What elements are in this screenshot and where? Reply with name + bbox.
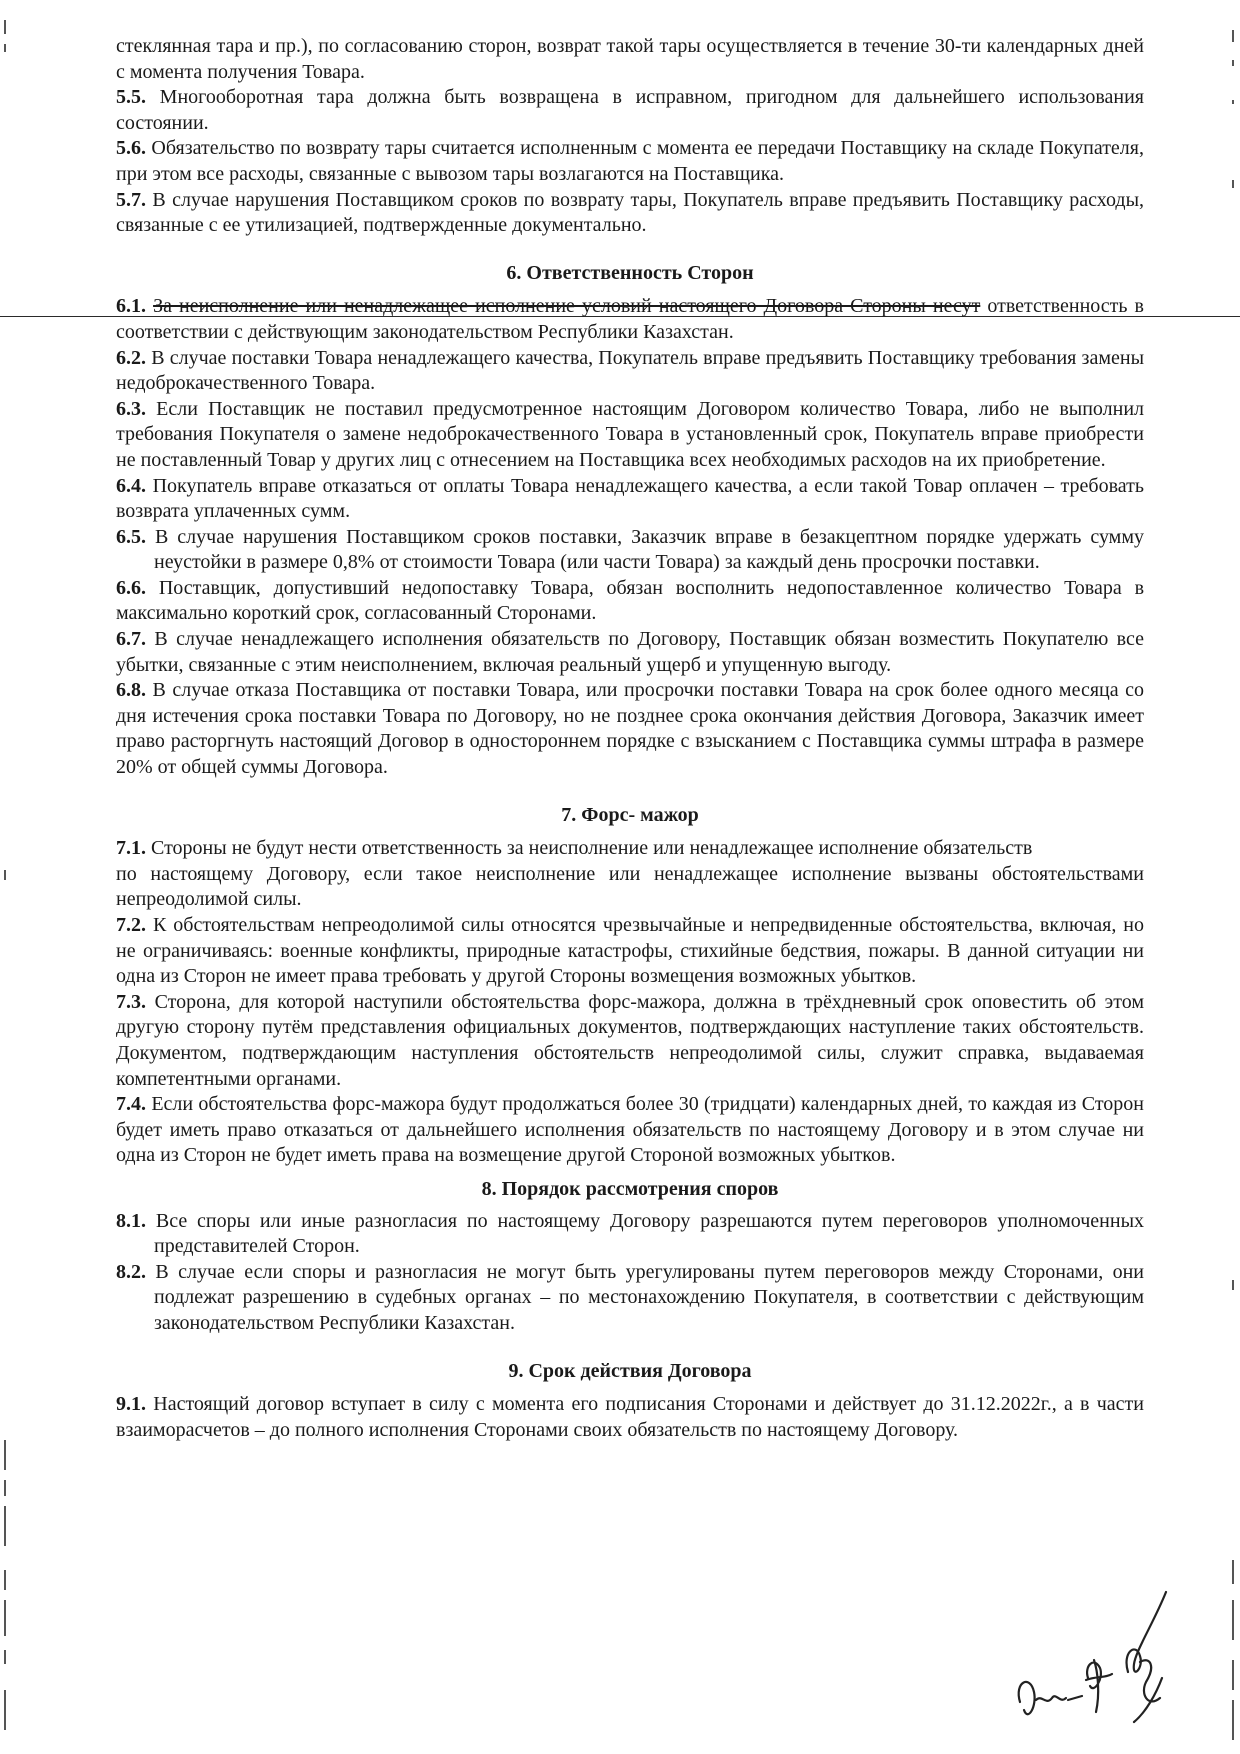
clause-6-6 [116,576,1144,627]
document-body [116,34,1144,1443]
clause-7-2 [116,913,1144,990]
clause-6-8 [116,678,1144,780]
clause-text: Поставщик, допустивший недопоставку Товара, обязан восполнить недопоставленное количество Товара в максимально короткий срок, согласованный Сторонами. [116,576,1145,625]
clause-number: 5.7. [116,188,146,211]
clause-number: 6.3. [116,397,146,420]
clause-number: 7.4. [116,1093,146,1116]
section-heading-7: 7. Форс- мажор [561,803,699,826]
clause-5-7 [116,188,1144,239]
clause-6-5 [116,525,1144,576]
clause-text: Если обстоятельства форс-мажора будут продолжаться более 30 (тридцати) календарных дней, то каждая из Сторон будет иметь право отказаться от дальнейшего исполнения обязательств по настоящему Договору и в этом случае ни одна из Сторон не будет иметь права на возмещение другой Стороной возможных убытков. [116,1093,1145,1167]
clause-text: Настоящий договор вступает в силу с момента его подписания Сторонами и действует до 31.12.2022г., а в части взаиморасчетов – до полного исполнения Сторонами своих обязательств по настоящему Договору. [116,1393,1144,1441]
clause-text: В случае поставки Товара ненадлежащего качества, Покупатель вправе предъявить Поставщику требования замены недоброкачественного Товара. [116,346,1145,395]
clause-number: 5.6. [116,137,146,160]
clause-text: Все споры или иные разногласия по настоящему Договору разрешаются путем переговоров уполномоченных представителей Сторон. [154,1209,1145,1258]
clause-text: В случае нарушения Поставщиком сроков по возврату тары, Покупатель вправе предъявить Поставщику расходы, связанные с ее утилизацией, подтвержденные документально. [116,188,1145,237]
clause-number: 6.4. [116,474,146,497]
clause-7-4 [116,1092,1144,1169]
clause-5-4-continuation: стеклянная тара и пр.), по согласованию сторон, возврат такой тары осуществляется в течение 30-ти календарных дней с момента получения Товара. [116,35,1144,83]
clause-6-2 [116,346,1144,397]
clause-number: 6.1. [116,295,146,318]
clause-number: 7.2. [116,914,146,936]
section-heading-8: 8. Порядок рассмотрения споров [481,1177,779,1200]
clause-number: 9.1. [116,1393,146,1416]
clause-text-struck: За неисполнение или ненадлежащее исполнение условий настоящего Договора Стороны несут [153,295,981,318]
clause-text: В случае ненадлежащего исполнения обязательств по Договору, Поставщик обязан возместить Покупателю все убытки, связанные с этим неисполнением, включая реальный ущерб и упущенную выгоду. [116,628,1144,676]
clause-text: Обязательство по возврату тары считается исполненным с момента ее передачи Поставщику на складе Покупателя, при этом все расходы, связанные с вывозом тары возлагаются на Поставщика. [116,137,1144,185]
clause-number: 7.1. [116,837,146,860]
clause-8-2 [116,1260,1144,1337]
clause-6-4 [116,474,1144,525]
clause-text: В случае отказа Поставщика от поставки Товара, или просрочки поставки Товара на срок более одного месяца со дня истечения срока поставки Товара по Договору, но не позднее срока окончания действия Договора, Заказчик имеет право расторгнуть настоящий Договор в одностороннем порядке с взысканием с Поставщика суммы штрафа в размере 20% от общей суммы Договора. [116,679,1145,779]
clause-number: 8.2. [116,1260,146,1283]
clause-9-1 [116,1392,1144,1443]
clause-text: В случае нарушения Поставщиком сроков поставки, Заказчик вправе в безакцептном порядке удержать сумму неустойки в размере 0,8% от стоимости Товара (или части Товара) за каждый день просрочки поставки. [154,525,1144,574]
clause-text: Если Поставщик не поставил предусмотренное настоящим Договором количество Товара, либо не выполнил требования Покупателя о замене недоброкачественного Товара в установленный срок, Покупатель вправе приобрести не поставленный Товар у других лиц с отнесением на Поставщика всех необходимых расходов на их приобретение. [116,397,1144,471]
clause-number: 6.7. [116,628,146,651]
clause-5-5 [116,85,1144,136]
clause-number: 6.5. [116,525,146,548]
section-heading-6: 6. Ответственность Сторон [506,261,754,284]
clause-number: 6.2. [116,346,146,369]
clause-number: 5.5. [116,86,146,109]
clause-text: В случае если споры и разногласия не могут быть урегулированы путем переговоров между Сторонами, они подлежат разрешению в судебных органах – по местонахождению Покупателя, в соответствии с действующим законодательством Республики Казахстан. [154,1260,1144,1334]
clause-text: Стороны не будут нести ответственность за неисполнение или ненадлежащее исполнение обязательств [151,837,1033,860]
clause-text: К обстоятельствам непреодолимой силы относятся чрезвычайные и непредвиденные обстоятельства, включая, но не ограничиваясь: военные конфликты, природные катастрофы, стихийные бедствия, пожары. В данной ситуации ни одна из Сторон не имеет права требовать у другой Стороны возмещения возможных убытков. [116,914,1144,988]
clause-number: 8.1. [116,1209,146,1232]
clause-7-1 [116,836,1144,862]
scan-edge-left [0,0,12,1754]
clause-number: 6.8. [116,679,146,702]
scan-edge-right [1228,0,1240,1754]
clause-number: 6.6. [116,576,146,599]
clause-text: Покупатель вправе отказаться от оплаты Товара ненадлежащего качества, а если такой Товар оплачен – требовать возврата уплаченных сумм. [116,474,1144,523]
clause-8-1 [116,1209,1144,1260]
clause-text: Многооборотная тара должна быть возвращена в исправном, пригодном для дальнейшего использования состоянии. [116,86,1145,134]
clause-6-7 [116,627,1144,678]
clause-6-1 [116,294,1144,345]
handwritten-signatures [990,1582,1190,1732]
clause-5-6 [116,136,1144,187]
clause-6-3 [116,397,1144,474]
clause-7-3 [116,990,1144,1092]
clause-7-1-continuation: по настоящему Договору, если такое неисполнение или ненадлежащее исполнение вызваны обстоятельствами непреодолимой силы. [116,862,1144,911]
clause-text: Сторона, для которой наступили обстоятельства форс-мажора, должна в трёхдневный срок оповестить об этом другую сторону путём представления официальных документов, подтверждающих наступление таких обстоятельств. Документом, подтверждающим наступления обстоятельств непреодолимой силы, служит справка, выдаваемая компетентными органами. [116,990,1144,1090]
clause-text: ответственность в соответствии с действующим законодательством Республики Казахстан. [116,295,1145,343]
clause-number: 7.3. [116,990,146,1013]
section-heading-9: 9. Срок действия Договора [508,1359,752,1382]
